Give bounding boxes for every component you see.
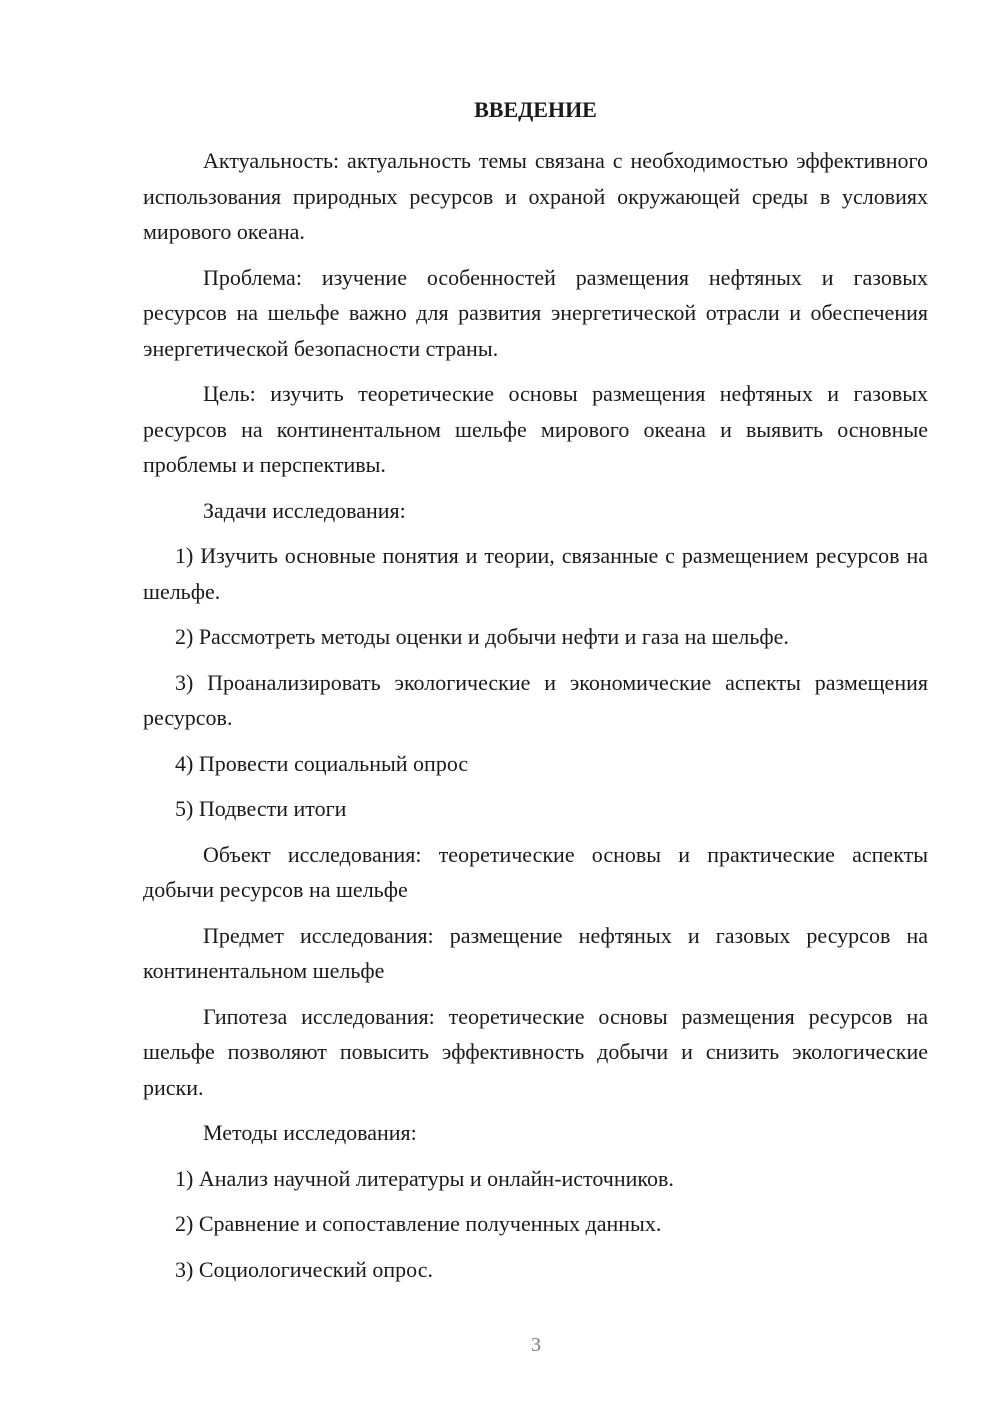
list-item-task-4: 4) Провести социальный опрос (175, 750, 469, 776)
list-item-task-5: 5) Подвести итоги (175, 796, 347, 821)
paragraph-object: Объект исследования: теоретические основы и практические аспекты добычи ресурсов на шельфе (143, 841, 928, 902)
list-item-task-2: 2) Рассмотреть методы оценки и добычи нефти и газа на шельфе. (175, 624, 789, 649)
paragraph-problem: Проблема: изучение особенностей размещения нефтяных и газовых ресурсов на шельфе важно для развития энергетической отрасли и обеспечения энергетической безопасности страны. (143, 264, 928, 361)
section-title: ВВЕДЕНИЕ (474, 97, 597, 122)
paragraph-tasks-heading: Задачи исследования: (203, 497, 406, 523)
list-item-method-2: 2) Сравнение и сопоставление полученных данных. (175, 1211, 662, 1236)
list-item-method-1: 1) Анализ научной литературы и онлайн-источников. (175, 1165, 674, 1191)
list-item-task-3: 3) Проанализировать экологические и экономические аспекты размещения ресурсов. (143, 669, 928, 730)
list-item-task-1: 1) Изучить основные понятия и теории, связанные с размещением ресурсов на шельфе. (143, 543, 928, 604)
page-number: 3 (531, 1334, 541, 1356)
paragraph-hypothesis: Гипотеза исследования: теоретические основы размещения ресурсов на шельфе позволяют повысить эффективность добычи и снизить экологические риски. (143, 1003, 928, 1100)
paragraph-subject: Предмет исследования: размещение нефтяных и газовых ресурсов на континентальном шельфе (143, 922, 928, 983)
list-item-method-3: 3) Социологический опрос. (175, 1256, 433, 1282)
paragraph-goal: Цель: изучить теоретические основы размещения нефтяных и газовых ресурсов на континентальном шельфе мирового океана и выявить основные проблемы и перспективы. (143, 381, 928, 477)
document-body (143, 143, 928, 1297)
paragraph-relevance: Актуальность: актуальность темы связана с необходимостью эффективного использования природных ресурсов и охраной окружающей среды в условиях мирового океана. (143, 148, 928, 244)
paragraph-methods-heading: Методы исследования: (203, 1120, 417, 1145)
